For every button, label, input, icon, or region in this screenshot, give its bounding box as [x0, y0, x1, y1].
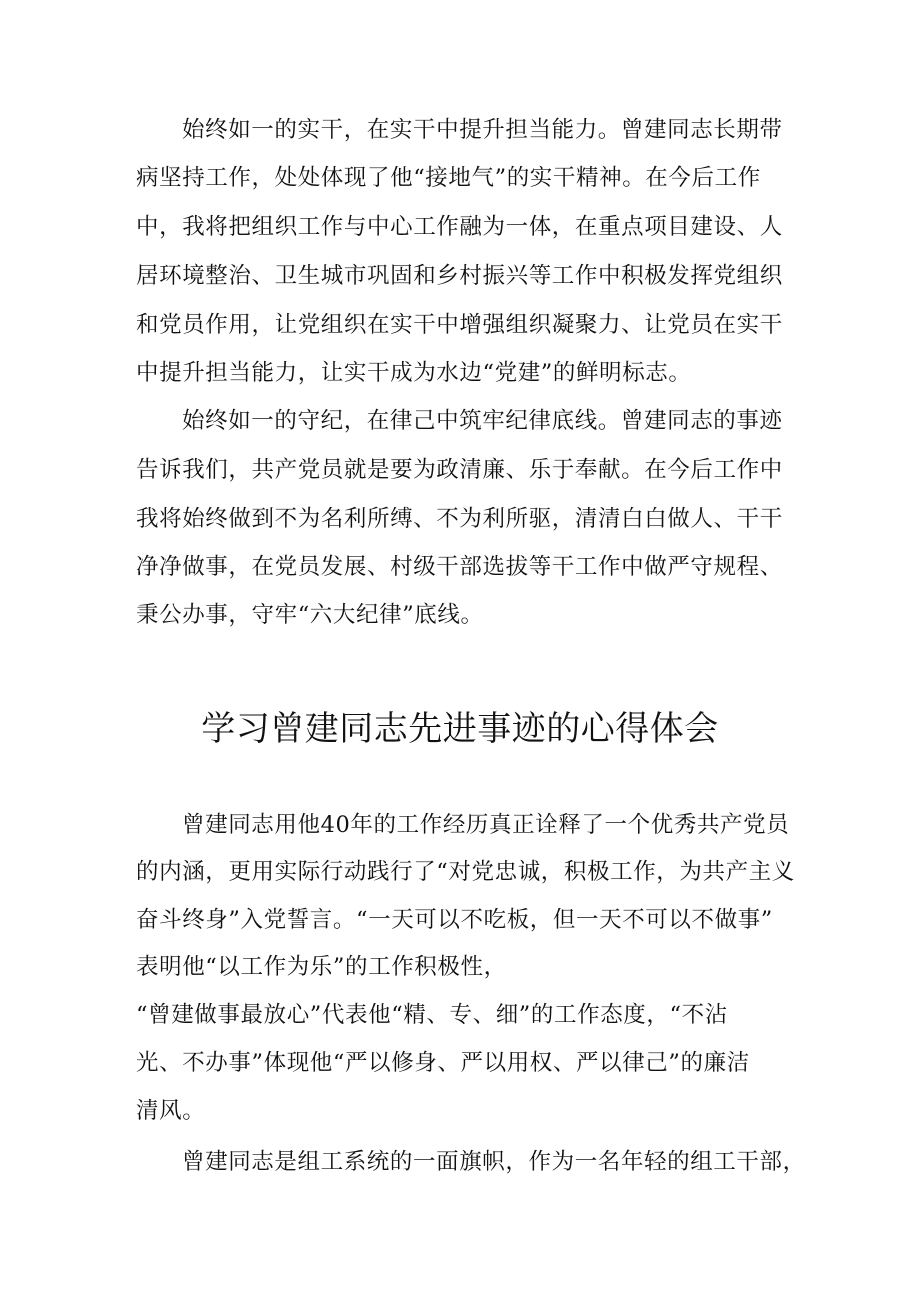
paragraph-line: 中，我将把组织工作与中心工作融为一体，在重点项目建设、人	[136, 214, 783, 240]
paragraph-line: 中提升担当能力，让实干成为水边“党建”的鲜明标志。	[136, 360, 692, 386]
article-title: 学习曾建同志先进事迹的心得体会	[201, 709, 719, 749]
paragraph-line: 病坚持工作，处处体现了他“接地气”的实干精神。在今后工作	[136, 165, 761, 191]
paragraph-line: 和党员作用，让党组织在实干中增强组织凝聚力、让党员在实干	[136, 312, 783, 338]
paragraph-line: 光、不办事”体现他“严以修身、严以用权、严以律己”的廉洁	[136, 1050, 750, 1076]
paragraph-line: 始终如一的守纪，在律己中筑牢纪律底线。曾建同志的事迹	[182, 408, 783, 434]
paragraph-line: 曾建同志是组工系统的一面旗帜，作为一名年轻的组工干部，	[182, 1149, 806, 1175]
paragraph-line: 清风。	[136, 1098, 206, 1124]
paragraph-line: 秉公办事，守牢“六大纪律”底线。	[136, 602, 484, 628]
paragraph-line: 告诉我们，共产党员就是要为政清廉、乐于奉献。在今后工作中	[136, 457, 783, 483]
paragraph-line: 我将始终做到不为名利所缚、不为利所驱，清清白白做人、干干	[136, 506, 783, 532]
paragraph-line: 奋斗终身”入党誓言。“一天可以不吃板，但一天不可以不做事”	[136, 907, 773, 933]
paragraph-line: 始终如一的实干，在实干中提升担当能力。曾建同志长期带	[182, 117, 783, 143]
paragraph-line: 净净做事，在党员发展、村级干部选拔等干工作中做严守规程、	[136, 554, 783, 580]
paragraph-line: 居环境整治、卫生城市巩固和乡村振兴等工作中积极发挥党组织	[136, 263, 783, 289]
paragraph-line: “曾建做事最放心”代表他“精、专、细”的工作态度，“不沾	[136, 1002, 728, 1028]
paragraph-line: 的内涵，更用实际行动践行了“对党忠诚，积极工作，为共产主义	[136, 859, 795, 885]
paragraph-line: 曾建同志用他40年的工作经历真正诠释了一个优秀共产党员	[182, 812, 790, 838]
paragraph-line: 表明他“以工作为乐”的工作积极性，	[136, 954, 507, 980]
